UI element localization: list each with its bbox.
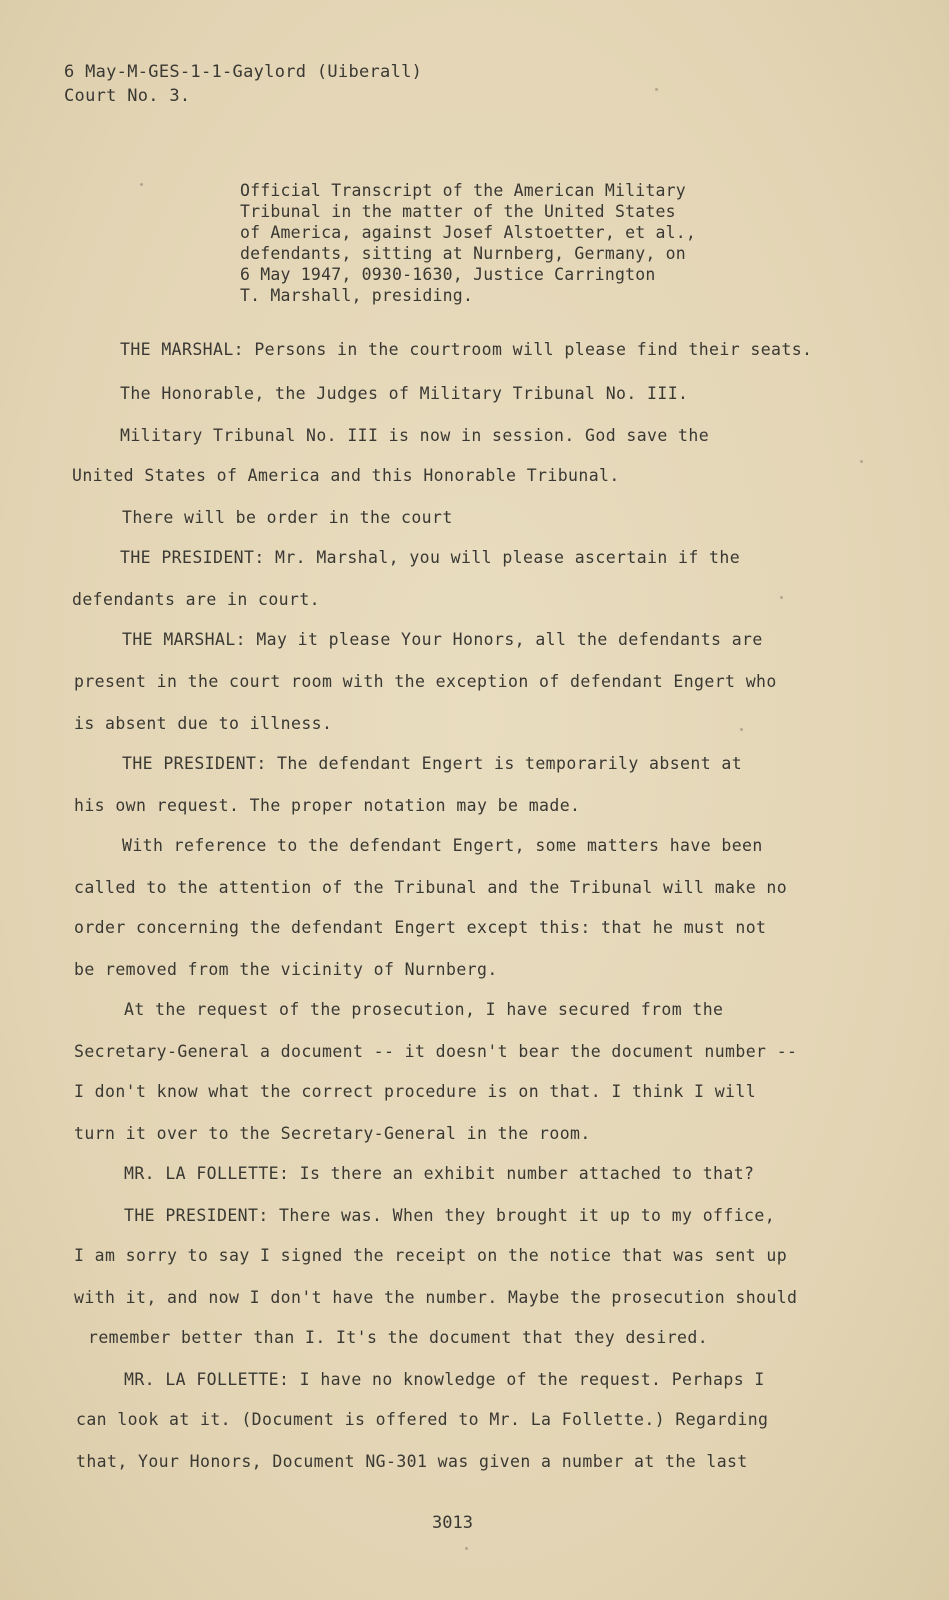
body-line: defendants are in court.: [72, 590, 321, 609]
body-line: THE PRESIDENT: There was. When they brought it up to my office,: [124, 1206, 776, 1225]
header-docket-line: 6 May-M-GES-1-1-Gaylord (Uiberall): [64, 62, 423, 82]
body-line: THE MARSHAL: Persons in the courtroom will please find their seats.: [120, 340, 813, 359]
body-line: that, Your Honors, Document NG-301 was given a number at the last: [76, 1452, 748, 1471]
body-line: turn it over to the Secretary-General in the room.: [74, 1124, 591, 1143]
body-line: order concerning the defendant Engert except this: that he must not: [74, 918, 767, 937]
caption-line: defendants, sitting at Nurnberg, Germany, on: [240, 244, 686, 263]
page-number: 3013: [432, 1513, 473, 1533]
body-line: remember better than I. It's the document that they desired.: [88, 1328, 709, 1347]
body-line: can look at it. (Document is offered to Mr. La Follette.) Regarding: [76, 1410, 769, 1429]
transcript-caption: [240, 180, 740, 306]
body-line: MR. LA FOLLETTE: Is there an exhibit number attached to that?: [124, 1164, 755, 1183]
body-line: his own request. The proper notation may be made.: [74, 796, 581, 815]
caption-line: 6 May 1947, 0930-1630, Justice Carrington: [240, 265, 656, 284]
document-header: [64, 60, 422, 108]
header-court-line: Court No. 3.: [64, 86, 191, 106]
body-line: With reference to the defendant Engert, some matters have been: [122, 836, 763, 855]
paper-speck: [780, 596, 783, 599]
caption-line: Official Transcript of the American Military: [240, 181, 686, 200]
body-line: THE MARSHAL: May it please Your Honors, all the defendants are: [122, 630, 763, 649]
body-line: Military Tribunal No. III is now in session. God save the: [120, 426, 710, 445]
body-line: United States of America and this Honorable Tribunal.: [72, 466, 620, 485]
caption-line: Tribunal in the matter of the United States: [240, 202, 676, 221]
paper-speck: [140, 183, 143, 186]
body-line: The Honorable, the Judges of Military Tribunal No. III.: [120, 384, 689, 403]
body-line: is absent due to illness.: [74, 714, 333, 733]
paper-speck: [465, 1547, 468, 1550]
body-line: I am sorry to say I signed the receipt on the notice that was sent up: [74, 1246, 788, 1265]
body-line: with it, and now I don't have the number. Maybe the prosecution should: [74, 1288, 798, 1307]
body-line: THE PRESIDENT: The defendant Engert is temporarily absent at: [122, 754, 743, 773]
body-line: At the request of the prosecution, I have secured from the: [124, 1000, 724, 1019]
paper-speck: [860, 460, 863, 463]
body-line: be removed from the vicinity of Nurnberg.: [74, 960, 498, 979]
body-line: There will be order in the court: [122, 508, 453, 527]
paper-speck: [655, 88, 658, 91]
paper-speck: [740, 728, 743, 731]
body-line: Secretary-General a document -- it doesn't bear the document number --: [74, 1042, 798, 1061]
body-line: present in the court room with the exception of defendant Engert who: [74, 672, 777, 691]
body-line: THE PRESIDENT: Mr. Marshal, you will please ascertain if the: [120, 548, 741, 567]
body-line: called to the attention of the Tribunal and the Tribunal will make no: [74, 878, 788, 897]
caption-line: T. Marshall, presiding.: [240, 286, 474, 305]
caption-line: of America, against Josef Alstoetter, et al.,: [240, 223, 697, 242]
body-line: MR. LA FOLLETTE: I have no knowledge of the request. Perhaps I: [124, 1370, 765, 1389]
body-line: I don't know what the correct procedure is on that. I think I will: [74, 1082, 757, 1101]
